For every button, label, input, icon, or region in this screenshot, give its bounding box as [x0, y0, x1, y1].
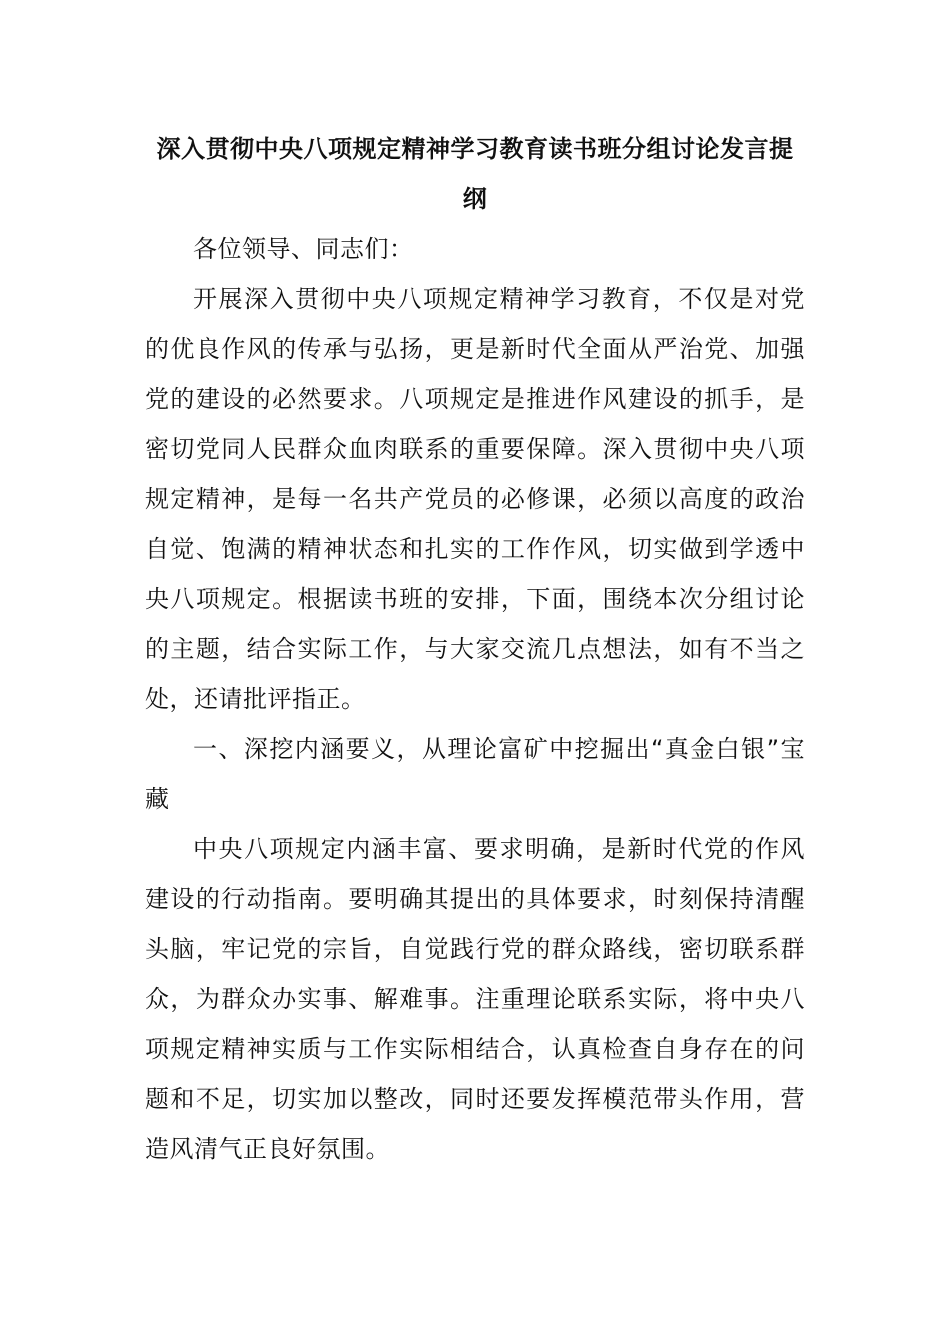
- document-title: 深入贯彻中央八项规定精神学习教育读书班分组讨论发言提纲: [156, 135, 794, 213]
- greeting: 各位领导、同志们：: [193, 235, 414, 263]
- document-body: [145, 124, 805, 1174]
- section-heading-1: 一、深挖内涵要义，从理论富矿中挖掘出“真金白银”宝藏: [145, 735, 805, 813]
- section-1-paragraph: 中央八项规定内涵丰富、要求明确，是新时代党的作风建设的行动指南。要明确其提出的具体要求，时刻保持清醒头脑，牢记党的宗旨，自觉践行党的群众路线，密切联系群众，为群众办实事、解难事。注重理论联系实际，将中央八项规定精神实质与工作实际相结合，认真检查自身存在的问题和不足，切实加以整改，同时还要发挥模范带头作用，营造风清气正良好氛围。: [145, 835, 805, 1163]
- intro-paragraph: 开展深入贯彻中央八项规定精神学习教育，不仅是对党的优良作风的传承与弘扬，更是新时代全面从严治党、加强党的建设的必然要求。八项规定是推进作风建设的抓手，是密切党同人民群众血肉联系的重要保障。深入贯彻中央八项规定精神，是每一名共产党员的必修课，必须以高度的政治自觉、饱满的精神状态和扎实的工作作风，切实做到学透中央八项规定。根据读书班的安排，下面，围绕本次分组讨论的主题，结合实际工作，与大家交流几点想法，如有不当之处，还请批评指正。: [145, 285, 805, 713]
